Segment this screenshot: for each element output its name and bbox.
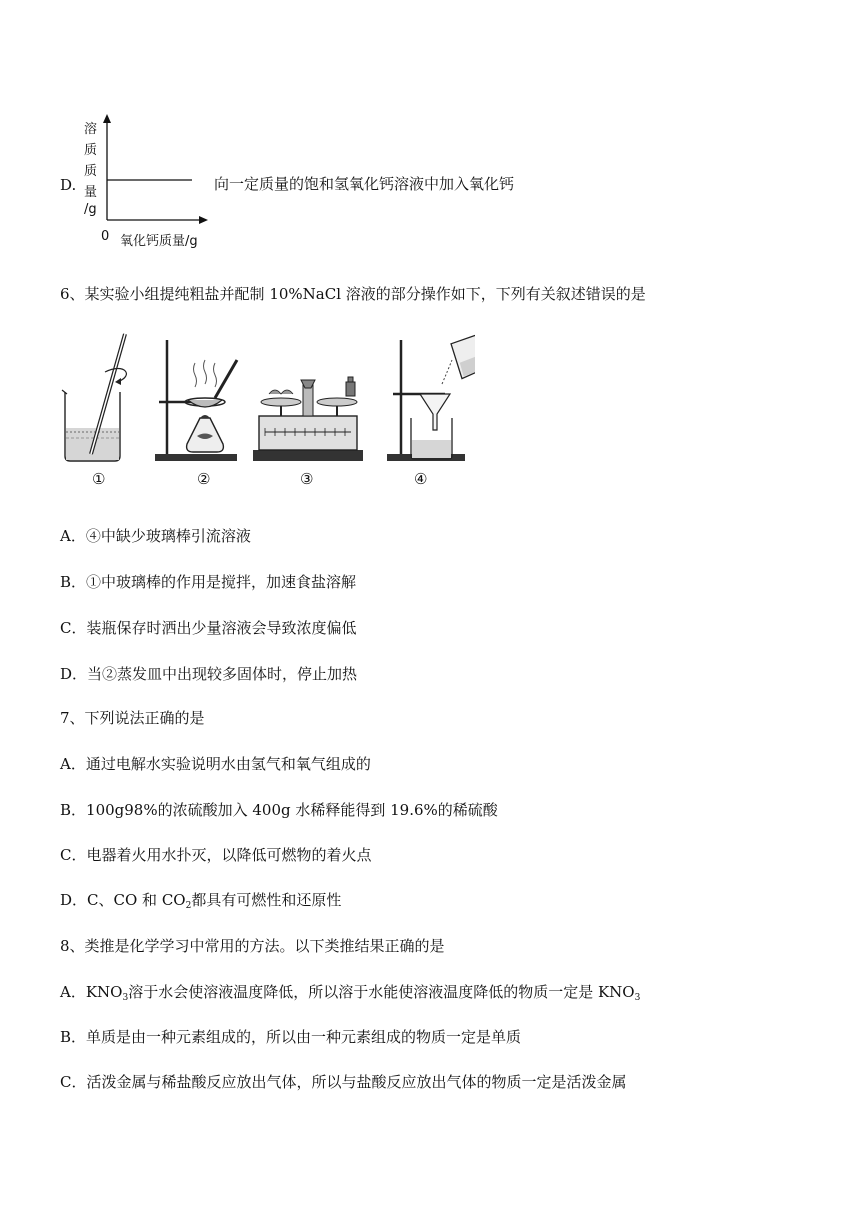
question-8-option-a: A．$KNO_3$溶于水会使溶液温度降低，所以溶于水能使溶液温度降低的物质一定是 $KNO_3$ xyxy=(60,983,641,1003)
y-axis-char: 质 xyxy=(84,143,98,158)
beaker-stirring-icon xyxy=(62,334,126,461)
question-7-stem: 7、下列说法正确的是 xyxy=(60,709,205,727)
solute-mass-graph xyxy=(98,112,208,224)
graph-x-axis-label: 氧化钙质量/g xyxy=(120,234,198,249)
figure-label-2: ② xyxy=(197,470,211,488)
question-8-option-c: C．活泼金属与稀盐酸反应放出气体，所以与盐酸反应放出气体的物质一定是活泼金属 xyxy=(60,1073,627,1091)
figure-label-4: ④ xyxy=(414,470,428,488)
option-d-caption: 向一定质量的饱和氢氧化钙溶液中加入氧化钙 xyxy=(214,175,515,193)
question-6-option-b: B．①中玻璃棒的作用是搅拌，加速食盐溶解 xyxy=(60,573,357,591)
evaporation-setup-icon xyxy=(155,340,237,461)
question-7-option-c: C．电器着火用水扑灭，以降低可燃物的着火点 xyxy=(60,846,372,864)
question-6-option-d: D．当②蒸发皿中出现较多固体时，停止加热 xyxy=(60,665,358,683)
question-7-option-a: A．通过电解水实验说明水由氢气和氧气组成的 xyxy=(60,755,371,773)
graph-origin: 0 xyxy=(101,229,110,244)
question-7-option-b: B．100g98%的浓硫酸加入 400g 水稀释能得到 19.6%的稀硫酸 xyxy=(60,801,498,819)
question-8-option-b: B．单质是由一种元素组成的，所以由一种元素组成的物质一定是单质 xyxy=(60,1028,522,1046)
y-axis-char: 溶 xyxy=(84,122,98,137)
option-d-label: D. xyxy=(60,176,77,194)
question-6-option-c: C．装瓶保存时洒出少量溶液会导致浓度偏低 xyxy=(60,619,357,637)
y-axis-char: 量 xyxy=(84,185,98,200)
lab-operations-figure xyxy=(55,332,475,492)
y-axis-char: 质 xyxy=(84,164,98,179)
figure-label-3: ③ xyxy=(300,470,314,488)
figure-label-1: ① xyxy=(92,470,106,488)
balance-icon xyxy=(253,377,363,461)
filtration-setup-icon xyxy=(387,333,475,461)
y-axis-unit: /g xyxy=(84,202,97,217)
question-8-stem: 8、类推是化学学习中常用的方法。以下类推结果正确的是 xyxy=(60,937,445,955)
question-7-option-d: D．C、CO 和 $CO_2$都具有可燃性和还原性 xyxy=(60,891,342,911)
question-6-stem: 6、某实验小组提纯粗盐并配制 10%NaCl 溶液的部分操作如下，下列有关叙述错误的是 xyxy=(60,285,646,303)
question-6-option-a: A．④中缺少玻璃棒引流溶液 xyxy=(60,527,251,545)
